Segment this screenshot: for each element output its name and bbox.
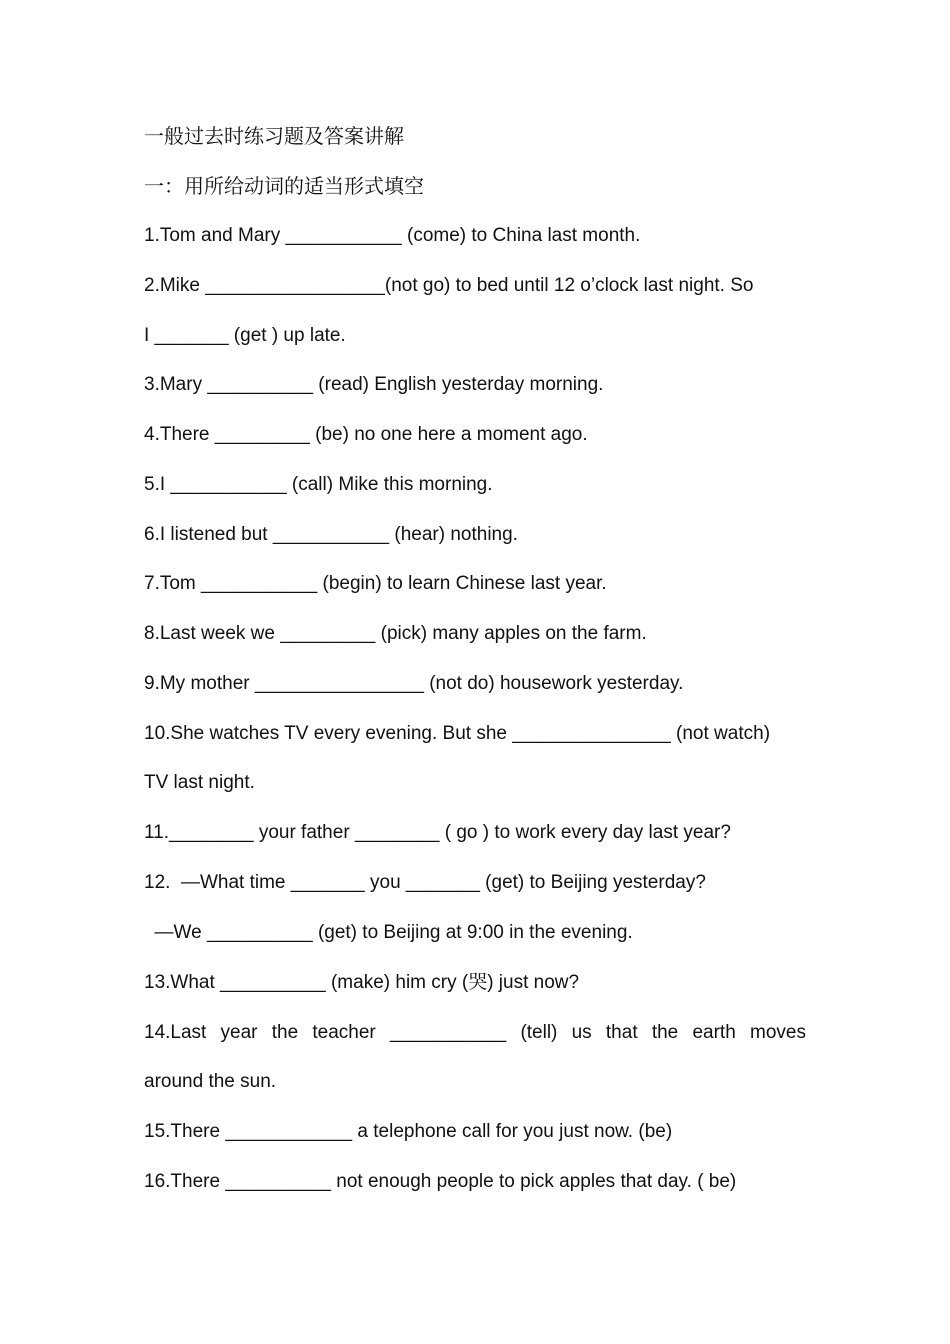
justified-word: year	[220, 1022, 258, 1043]
justified-word: earth	[692, 1022, 736, 1043]
exercise-line: I _______ (get ) up late.	[144, 325, 346, 346]
document-title: 一般过去时练习题及答案讲解	[144, 124, 404, 148]
exercise-line: 12. —What time _______ you _______ (get) to Beijing yesterday?	[144, 872, 706, 893]
exercise-line: 15.There ____________ a telephone call for you just now. (be)	[144, 1121, 673, 1142]
exercise-line-justified	[144, 1021, 806, 1045]
exercise-line: 13.What __________ (make) him cry (哭) just now?	[144, 972, 580, 993]
justified-word: 14.Last	[144, 1022, 207, 1043]
exercise-line: —We __________ (get) to Beijing at 9:00 in the evening.	[144, 922, 633, 943]
exercise-line: 2.Mike _________________(not go) to bed until 12 o’clock last night. So	[144, 275, 754, 296]
exercise-line: 10.She watches TV every evening. But she _______________ (not watch)	[144, 723, 771, 744]
justified-word: the	[271, 1022, 299, 1043]
justified-word: teacher	[312, 1022, 376, 1043]
exercise-line: 8.Last week we _________ (pick) many apples on the farm.	[144, 623, 647, 644]
exercise-line: around the sun.	[144, 1071, 277, 1092]
justified-word: us	[571, 1022, 592, 1043]
justified-word: ___________	[389, 1022, 507, 1043]
exercise-line: 16.There __________ not enough people to pick apples that day. ( be)	[144, 1171, 737, 1192]
exercise-line: 9.My mother ________________ (not do) housework yesterday.	[144, 673, 684, 694]
justified-word: (tell)	[520, 1022, 558, 1043]
exercise-line: TV last night.	[144, 772, 255, 793]
justified-word: that	[605, 1022, 638, 1043]
exercise-line: 1.Tom and Mary ___________ (come) to China last month.	[144, 225, 641, 246]
exercise-line: 5.I ___________ (call) Mike this morning.	[144, 474, 493, 495]
justified-word: moves	[750, 1022, 806, 1043]
section-heading: 一：用所给动词的适当形式填空	[144, 174, 424, 198]
exercise-line: 7.Tom ___________ (begin) to learn Chinese last year.	[144, 573, 607, 594]
exercise-line: 11.________ your father ________ ( go ) to work every day last year?	[144, 822, 731, 843]
exercise-line: 4.There _________ (be) no one here a moment ago.	[144, 424, 588, 445]
justified-word: the	[651, 1022, 679, 1043]
exercise-line: 3.Mary __________ (read) English yesterday morning.	[144, 374, 604, 395]
exercise-line: 6.I listened but ___________ (hear) nothing.	[144, 524, 518, 545]
